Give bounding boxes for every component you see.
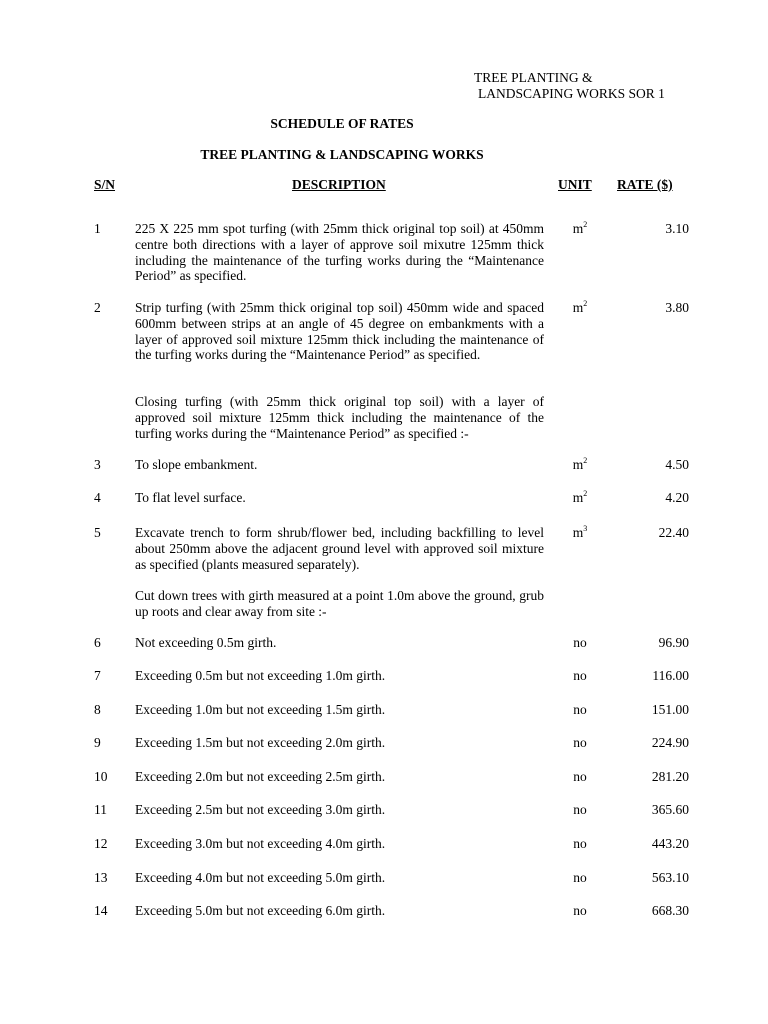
row-sn: 4 bbox=[94, 490, 101, 505]
row-sn: 12 bbox=[94, 836, 108, 851]
row-description: Exceeding 2.0m but not exceeding 2.5m girth. bbox=[135, 769, 386, 784]
row-sn: 3 bbox=[94, 457, 101, 472]
row-sn: 9 bbox=[94, 735, 101, 750]
row-rate: 151.00 bbox=[651, 702, 689, 717]
row-description: Exceeding 1.0m but not exceeding 1.5m girth. bbox=[135, 702, 386, 717]
row-unit: no bbox=[573, 870, 587, 885]
reference-line-2: LANDSCAPING WORKS SOR 1 bbox=[478, 86, 665, 101]
row-rate: 365.60 bbox=[651, 802, 689, 817]
section-description: Closing turfing (with 25mm thick original top soil) with a layer of approved soil mixture 125mm thick including the maintenance of the turfing works during the “Maintenance Period” as specified :- bbox=[135, 394, 544, 441]
column-header-rate: RATE ($) bbox=[617, 177, 673, 192]
row-unit bbox=[560, 221, 600, 237]
row-description: To flat level surface. bbox=[135, 490, 246, 505]
row-unit: no bbox=[573, 903, 587, 918]
column-header-unit: UNIT bbox=[558, 177, 592, 192]
row-description: Excavate trench to form shrub/flower bed, including backfilling to level about 250mm above the adjacent ground level with approved soil mixture as specified (plants measured separately). bbox=[135, 525, 544, 572]
page-subtitle: TREE PLANTING & LANDSCAPING WORKS bbox=[200, 147, 484, 162]
row-sn: 14 bbox=[94, 903, 108, 918]
row-rate: 3.80 bbox=[665, 300, 689, 315]
row-unit: no bbox=[573, 702, 587, 717]
row-sn: 5 bbox=[94, 525, 101, 540]
row-rate: 443.20 bbox=[651, 836, 689, 851]
row-rate: 116.00 bbox=[652, 668, 689, 683]
row-sn: 7 bbox=[94, 668, 101, 683]
row-description: Exceeding 1.5m but not exceeding 2.0m girth. bbox=[135, 735, 386, 750]
document-reference bbox=[474, 70, 665, 102]
row-unit: no bbox=[573, 769, 587, 784]
row-rate: 224.90 bbox=[651, 735, 689, 750]
row-description: Exceeding 0.5m but not exceeding 1.0m girth. bbox=[135, 668, 386, 683]
row-description: Not exceeding 0.5m girth. bbox=[135, 635, 277, 650]
row-rate: 563.10 bbox=[651, 870, 689, 885]
unit-exponent: 3 bbox=[583, 524, 588, 533]
row-unit: no bbox=[573, 735, 587, 750]
row-description: Exceeding 5.0m but not exceeding 6.0m girth. bbox=[135, 903, 386, 918]
reference-line-1: TREE PLANTING & bbox=[474, 70, 593, 85]
row-description: Strip turfing (with 25mm thick original top soil) 450mm wide and spaced 600mm between strips at an angle of 45 degree on embankments with a layer of approved soil mixture 125mm thick including the maintenance of the turfing works during the “Maintenance Period” as specified. bbox=[135, 300, 544, 363]
row-sn: 10 bbox=[94, 769, 108, 784]
row-description: Exceeding 4.0m but not exceeding 5.0m girth. bbox=[135, 870, 386, 885]
row-description: Exceeding 3.0m but not exceeding 4.0m girth. bbox=[135, 836, 386, 851]
page-title: SCHEDULE OF RATES bbox=[270, 116, 414, 131]
unit-base: m bbox=[572, 300, 584, 315]
unit-exponent: 2 bbox=[583, 299, 588, 308]
row-sn: 13 bbox=[94, 870, 108, 885]
unit-base: m bbox=[572, 490, 584, 505]
row-rate: 3.10 bbox=[665, 221, 689, 236]
row-unit: no bbox=[573, 802, 587, 817]
row-rate: 96.90 bbox=[658, 635, 689, 650]
row-unit bbox=[560, 525, 600, 541]
row-rate: 668.30 bbox=[651, 903, 689, 918]
row-sn: 6 bbox=[94, 635, 101, 650]
row-unit bbox=[560, 300, 600, 316]
unit-base: m bbox=[572, 457, 584, 472]
row-unit bbox=[560, 457, 600, 473]
unit-exponent: 2 bbox=[583, 456, 588, 465]
row-unit: no bbox=[573, 668, 587, 683]
row-rate: 4.20 bbox=[665, 490, 689, 505]
row-unit: no bbox=[573, 635, 587, 650]
unit-base: m bbox=[572, 525, 584, 540]
row-sn: 8 bbox=[94, 702, 101, 717]
row-description: 225 X 225 mm spot turfing (with 25mm thick original top soil) at 450mm centre both directions with a layer of approve soil mixutre 125mm thick including the maintenance of the turfing works during the “Maintenance Period” as specified. bbox=[135, 221, 544, 284]
row-description: Exceeding 2.5m but not exceeding 3.0m girth. bbox=[135, 802, 386, 817]
unit-exponent: 2 bbox=[583, 489, 588, 498]
row-unit: no bbox=[573, 836, 587, 851]
column-header-description: DESCRIPTION bbox=[292, 177, 386, 192]
unit-base: m bbox=[572, 221, 584, 236]
row-rate: 281.20 bbox=[651, 769, 689, 784]
row-unit bbox=[560, 490, 600, 506]
row-rate: 22.40 bbox=[658, 525, 689, 540]
row-sn: 1 bbox=[94, 221, 101, 236]
unit-exponent: 2 bbox=[583, 220, 588, 229]
row-description: To slope embankment. bbox=[135, 457, 258, 472]
row-rate: 4.50 bbox=[665, 457, 689, 472]
row-sn: 11 bbox=[94, 802, 107, 817]
section-description: Cut down trees with girth measured at a point 1.0m above the ground, grub up roots and clear away from site :- bbox=[135, 588, 544, 619]
column-header-sn: S/N bbox=[94, 177, 116, 192]
row-sn: 2 bbox=[94, 300, 101, 315]
